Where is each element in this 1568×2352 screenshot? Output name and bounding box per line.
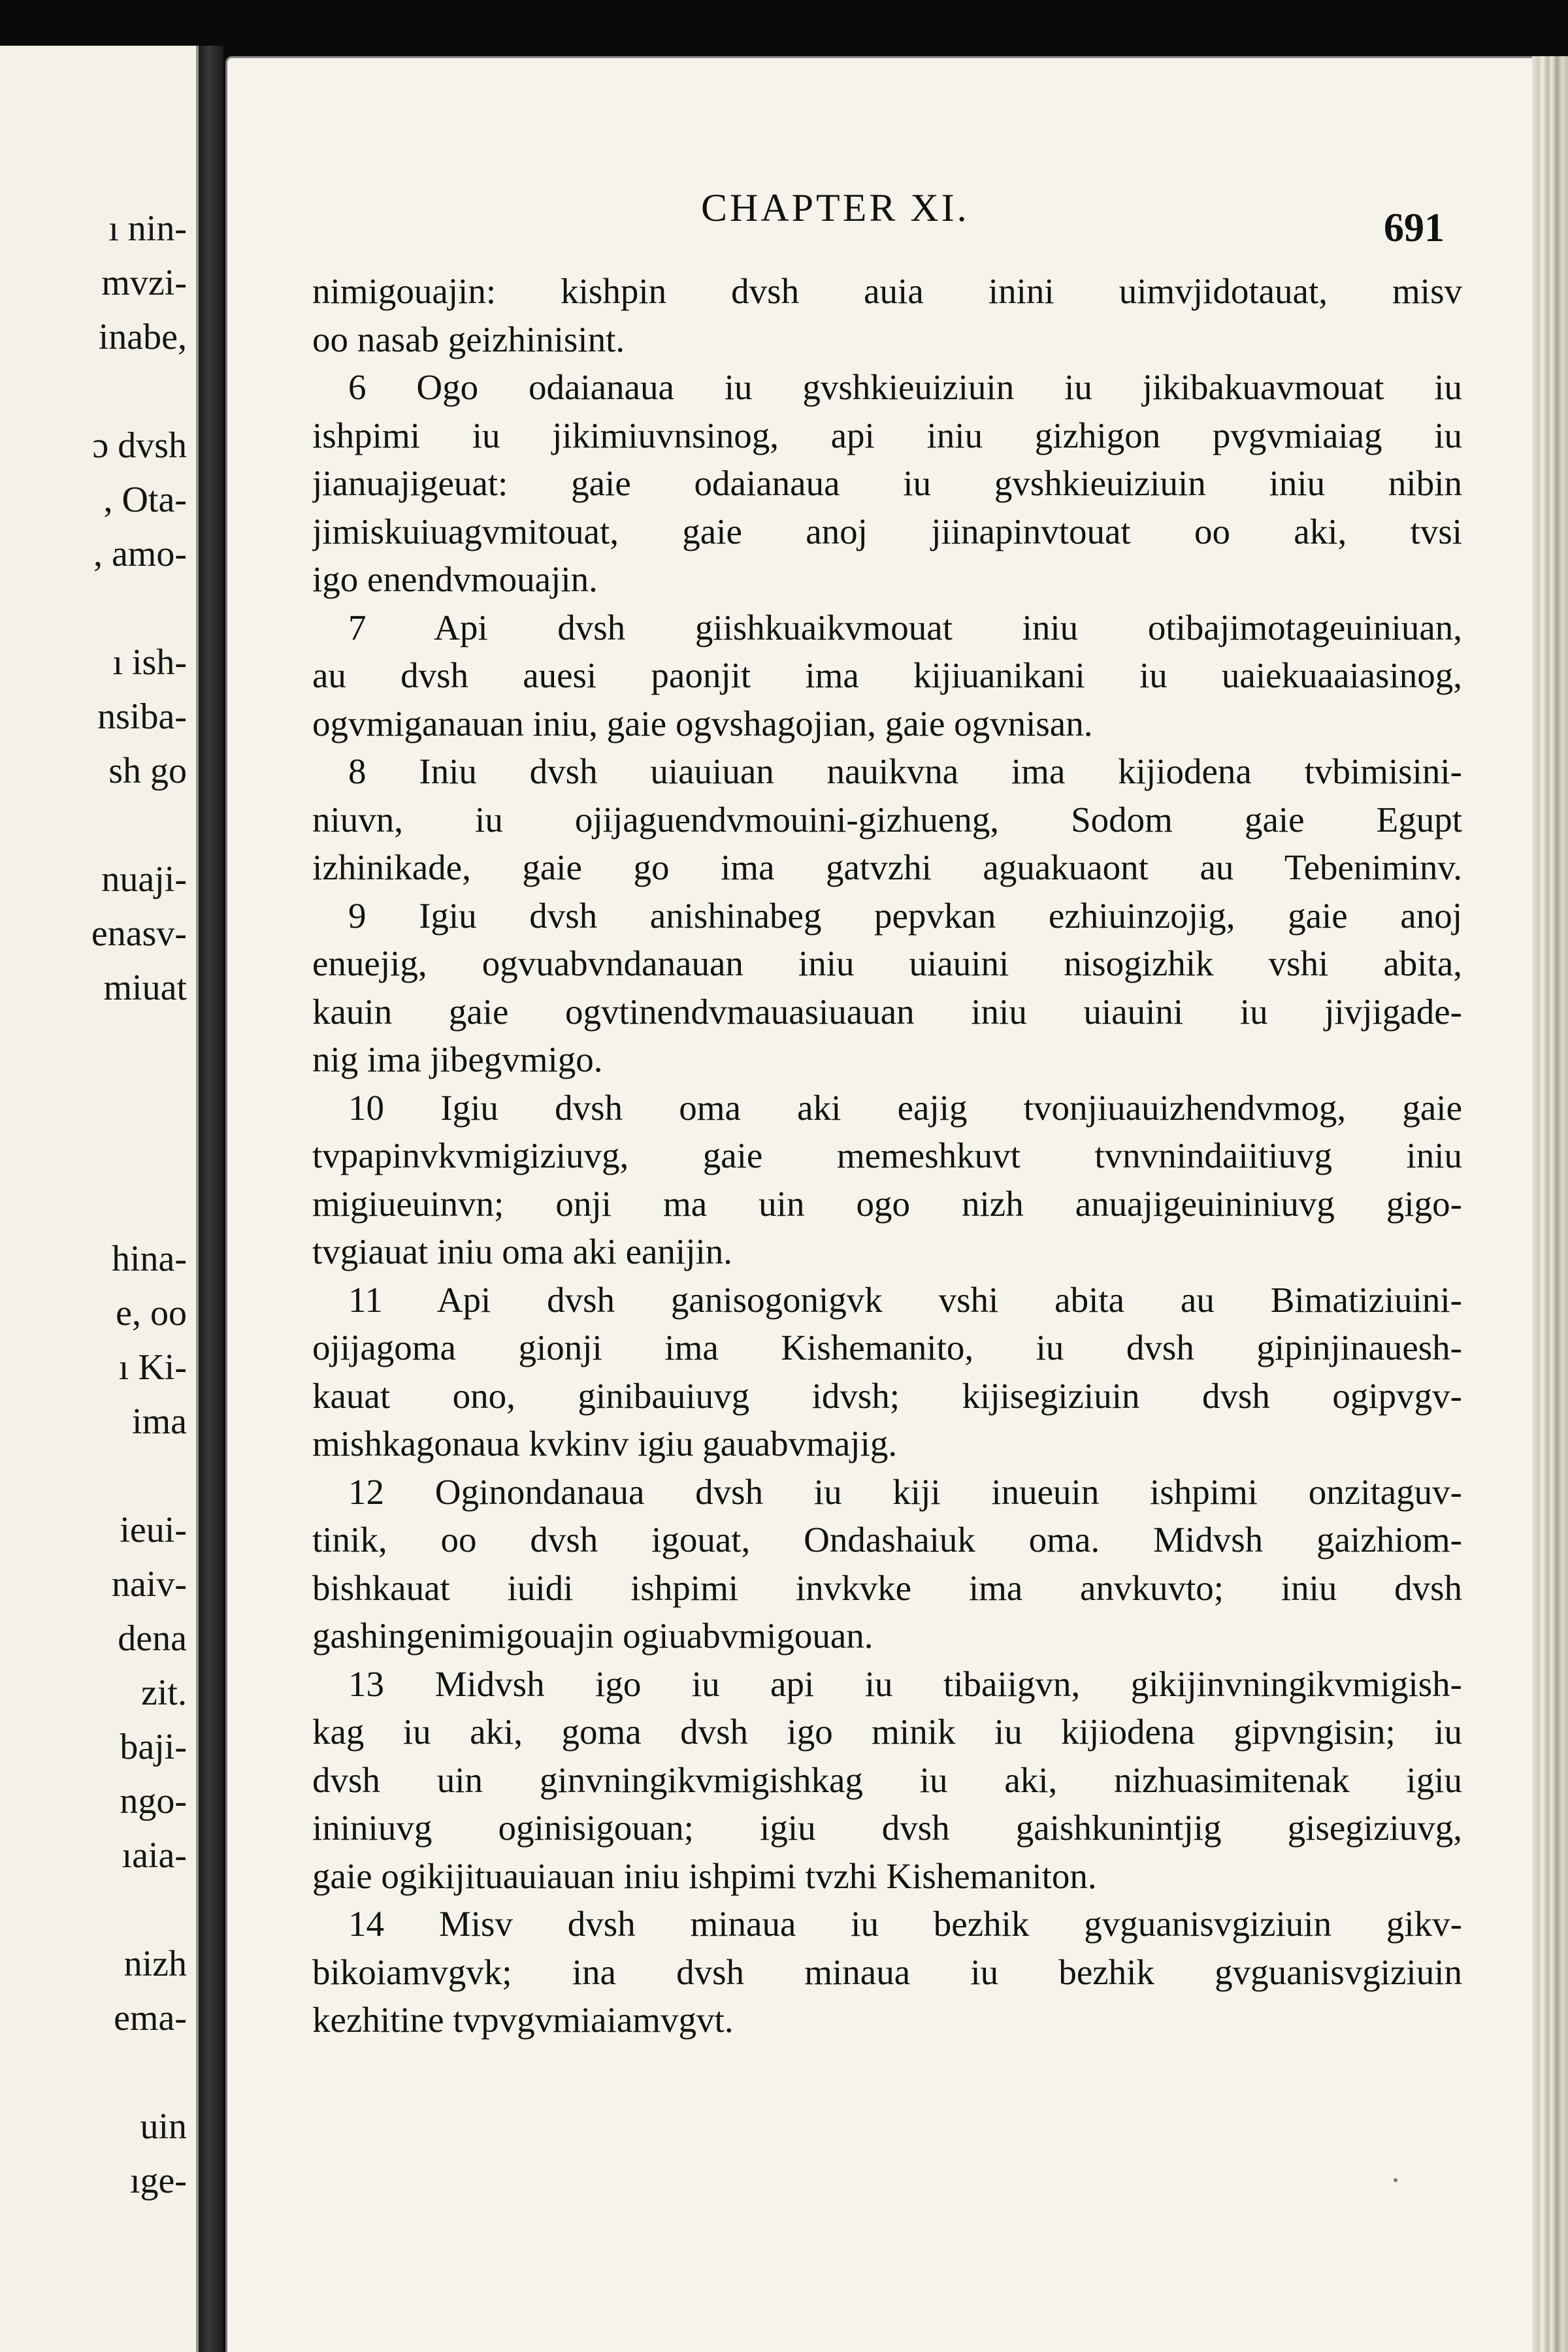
text-line: ogvmiganauan iniu, gaie ogvshagojian, gaie ogvnisan.: [312, 703, 1093, 743]
facing-page-line: e, oo: [116, 1293, 187, 1333]
text-line: dvsh uin ginvningikvmigishkag iu aki, nizhuasimitenak igiu: [312, 1759, 1462, 1800]
text-line: gashingenimigouajin ogiuabvmigouan.: [312, 1616, 874, 1656]
facing-page-line: ema-: [114, 1998, 187, 2038]
text-line: enuejig, ogvuabvndanauan iniu uiauini nisogizhik vshi abita,: [312, 943, 1462, 983]
text-line: 7 Api dvsh giishkuaikvmouat iniu otibajimotageuiniuan,: [348, 607, 1462, 647]
text-line: bishkauat iuidi ishpimi invkvke ima anvkuvto; iniu dvsh: [312, 1567, 1462, 1608]
text-line: migiueuinvn; onji ma uin ogo nizh anuajigeuininiuvg gigo-: [312, 1183, 1462, 1224]
text-line: kauin gaie ogvtinendvmauasiuauan iniu uiauini iu jivjigade-: [312, 991, 1462, 1032]
text-line: jianuajigeuat: gaie odaianaua iu gvshkieuiziuin iniu nibin: [312, 463, 1462, 503]
book-page: [225, 56, 1534, 2352]
facing-page-line: ieui-: [120, 1510, 187, 1550]
page-edges: [1532, 56, 1568, 2352]
text-line: tvgiauat iniu oma aki eanijin.: [312, 1232, 733, 1271]
facing-page-line: uin: [140, 2106, 187, 2147]
text-line: ishpimi iu jikimiuvnsinog, api iniu gizhigon pvgvmiaiag iu: [312, 415, 1462, 455]
body-text: [312, 267, 1462, 2044]
facing-page-line: nsiba-: [97, 696, 187, 737]
facing-page-line: mvzi-: [101, 263, 187, 303]
text-line: 9 Igiu dvsh anishinabeg pepvkan ezhiuinzojig, gaie anoj: [348, 895, 1462, 936]
facing-page-line: ı nin-: [108, 208, 187, 249]
text-line: tvpapinvkvmigiziuvg, gaie memeshkuvt tvnvnindaiitiuvg iniu: [312, 1135, 1462, 1175]
text-line: kezhitine tvpvgvmiaiamvgvt.: [312, 2000, 734, 2040]
facing-page-line: ı Ki-: [118, 1347, 187, 1388]
facing-page-line: sh go: [108, 751, 187, 791]
text-line: ininiuvg oginisigouan; igiu dvsh gaishkunintjig gisegiziuvg,: [312, 1808, 1462, 1848]
text-line: 10 Igiu dvsh oma aki eajig tvonjiuauizhendvmog, gaie: [348, 1087, 1462, 1128]
facing-page-line: ima: [132, 1401, 187, 1442]
text-line: 12 Oginondanaua dvsh iu kiji inueuin ishpimi onzitaguv-: [348, 1471, 1462, 1512]
text-line: ojijagoma gionji ima Kishemanito, iu dvsh gipinjinauesh-: [312, 1328, 1462, 1367]
text-line: 13 Midvsh igo iu api iu tibaiigvn, gikijinvningikvmigish-: [348, 1663, 1462, 1704]
text-line: jimiskuiuagvmitouat, gaie anoj jiinapinvtouat oo aki, tvsi: [312, 511, 1462, 551]
facing-page-line: ɔ dvsh: [92, 425, 187, 466]
facing-page-line: nizh: [123, 1944, 187, 1984]
facing-page-line: enasv-: [91, 913, 187, 954]
text-line: 8 Iniu dvsh uiauiuan nauikvna ima kijiodena tvbimisini-: [348, 751, 1462, 791]
facing-page-line: , amo-: [93, 534, 187, 574]
facing-page-line: naiv-: [111, 1564, 187, 1605]
text-line: 14 Misv dvsh minaua iu bezhik gvguanisvgiziuin gikv-: [348, 1904, 1462, 1944]
facing-page-line: ıaia-: [122, 1835, 187, 1876]
text-line: bikoiamvgvk; ina dvsh minaua iu bezhik gvguanisvgiziuin: [312, 1952, 1462, 1992]
facing-page-line: dena: [118, 1618, 187, 1659]
text-line: mishkagonaua kvkinv igiu gauabvmajig.: [312, 1424, 898, 1463]
text-line: tinik, oo dvsh igouat, Ondashaiuk oma. Midvsh gaizhiom-: [312, 1520, 1462, 1560]
text-line: 11 Api dvsh ganisogonigvk vshi abita au Bimatiziuini-: [348, 1279, 1462, 1320]
facing-page-fragment: [0, 46, 199, 2352]
book-gutter: [199, 46, 223, 2352]
text-line: kag iu aki, goma dvsh igo minik iu kijiodena gipvngisin; iu: [312, 1712, 1462, 1752]
text-line: gaie ogikijituauiauan iniu ishpimi tvzhi Kishemaniton.: [312, 1855, 1097, 1896]
text-line: nimigouajin: kishpin dvsh auia inini uimvjidotauat, misv: [312, 271, 1462, 311]
facing-page-line: baji-: [120, 1727, 187, 1767]
facing-page-line: miuat: [103, 968, 187, 1008]
text-line: kauat ono, ginibauiuvg idvsh; kijisegiziuin dvsh ogipvgv-: [312, 1375, 1462, 1416]
facing-page-line: ıge-: [129, 2161, 187, 2201]
dust-speck: [1394, 2178, 1397, 2182]
facing-page-line: ngo-: [120, 1781, 187, 1821]
text-line: niuvn, iu ojijaguendvmouini-gizhueng, Sodom gaie Egupt: [312, 799, 1462, 840]
chapter-title: CHAPTER XI.: [701, 186, 970, 229]
text-line: oo nasab geizhinisint.: [312, 319, 625, 359]
facing-page-line: zit.: [141, 1673, 187, 1713]
text-line: nig ima jibegvmigo.: [312, 1039, 603, 1079]
facing-page-line: inabe,: [98, 317, 187, 357]
facing-page-line: nuaji-: [101, 859, 187, 900]
text-line: 6 Ogo odaianaua iu gvshkieuiziuin iu jikibakuavmouat iu: [348, 367, 1462, 407]
text-line: igo enendvmouajin.: [312, 559, 598, 599]
facing-page-line: , Ota-: [103, 480, 187, 520]
running-head: [227, 186, 1534, 250]
text-line: izhinikade, gaie go ima gatvzhi aguakuaont au Tebeniminv.: [312, 847, 1462, 887]
facing-page-line: hina-: [111, 1239, 187, 1279]
facing-page-line: ı ish-: [112, 642, 187, 683]
page-number: 691: [1384, 206, 1445, 250]
text-line: au dvsh auesi paonjit ima kijiuanikani iu uaiekuaaiasinog,: [312, 655, 1462, 695]
